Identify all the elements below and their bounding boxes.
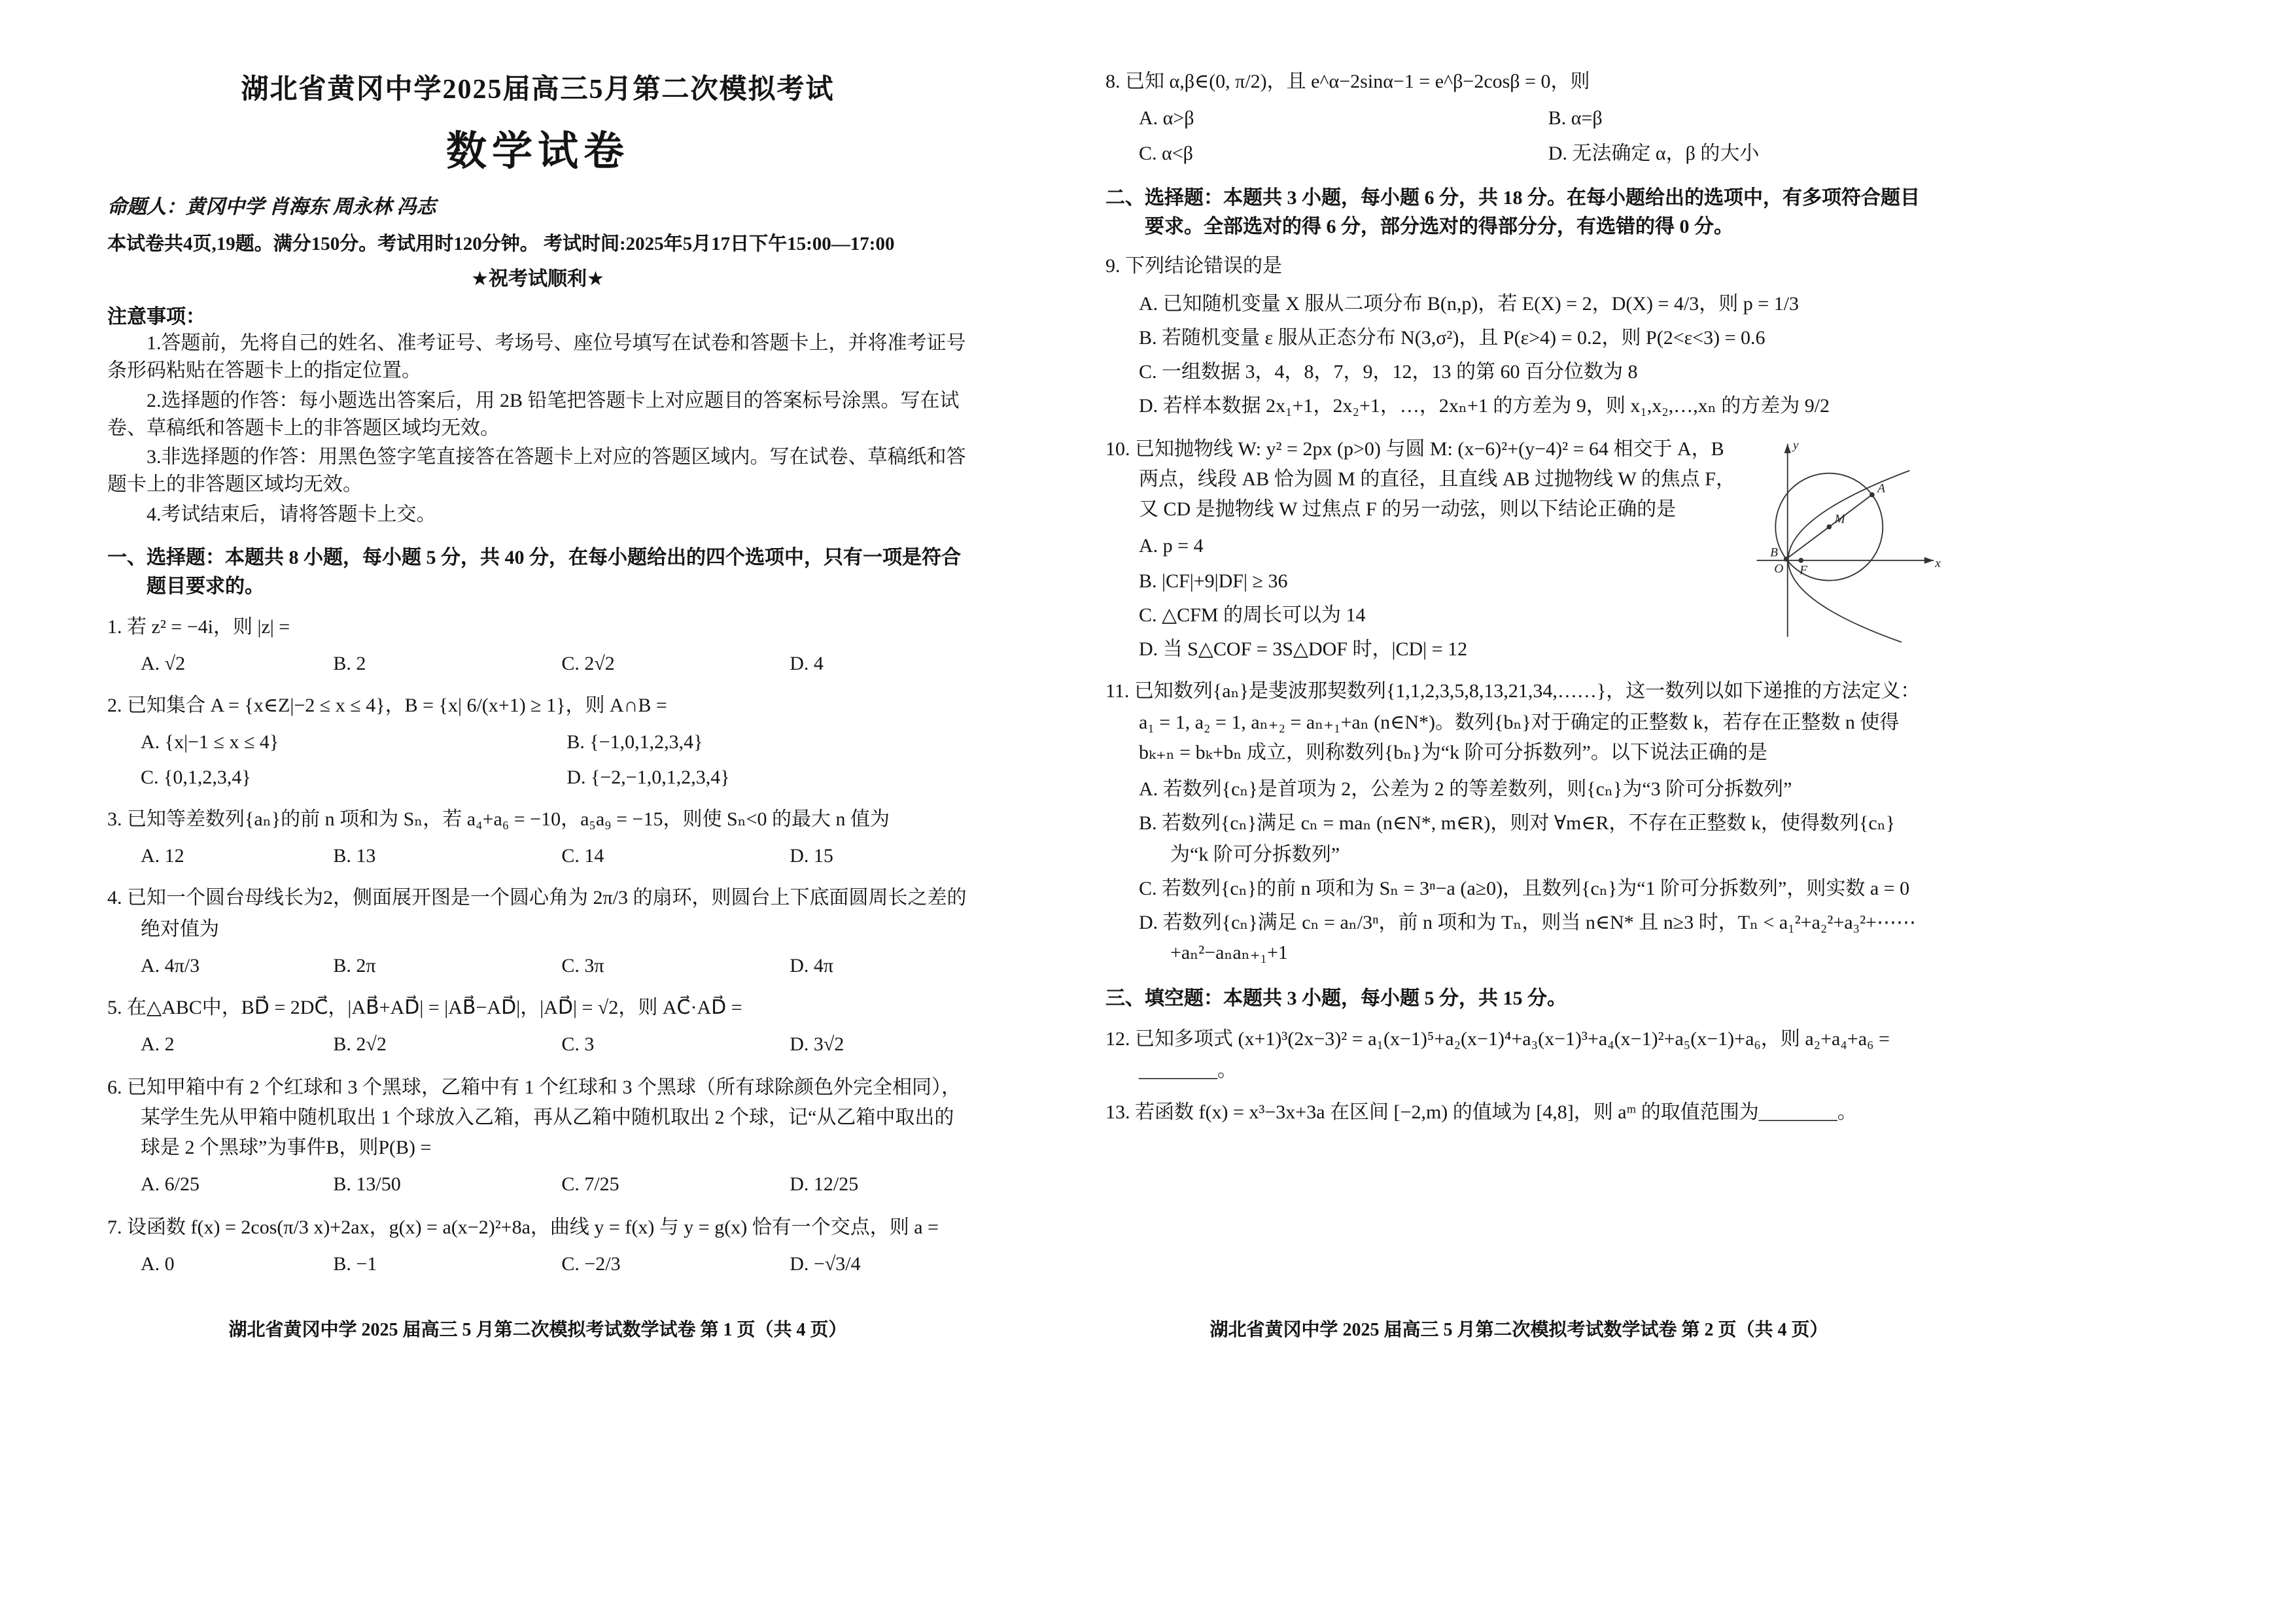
question-6-options — [141, 1171, 968, 1202]
question-4-stem: 4. 已知一个圆台母线长为2，侧面展开图是一个圆心角为 2π/3 的扇环，则圆台上下底面圆周长之差的绝对值为 — [107, 888, 967, 940]
option-b: B. 13/50 — [333, 1175, 401, 1196]
question-2 — [107, 692, 968, 794]
figure-label-origin-o: O — [1774, 561, 1784, 576]
option-a: A. 0 — [141, 1254, 175, 1275]
question-3 — [107, 806, 968, 873]
option-d: D. {−2,−1,0,1,2,3,4} — [566, 767, 730, 789]
question-6-stem: 6. 已知甲箱中有 2 个红球和 3 个黑球，乙箱中有 1 个红球和 3 个黑球（所有球除颜色外完全相同），某学生先从甲箱中随机取出 1 个球放入乙箱，再从乙箱中随机取出 2 个球，记“从乙箱中取出的球是 2 个黑球”为事件B，则P(B) = — [107, 1077, 962, 1160]
option-a: A. √2 — [141, 653, 186, 675]
question-10-stem: 10. 已知抛物线 W: y² = 2px (p>0) 与圆 M: (x−6)²+(y−4)² = 64 相交于 A，B 两点，线段 AB 恰为圆 M 的直径，且直线 AB 过抛物线 W 的焦点 F，又 CD 是抛物线 W 过焦点 F 的另一动弦，则以下结论正确的是 — [1105, 439, 1735, 521]
question-4 — [107, 885, 968, 983]
question-5-stem: 5. 在△ABC中，BD⃗ = 2DC⃗，|AB⃗+AD⃗| = |AB⃗−AD⃗|，|AD⃗| = √2，则 AC⃗·AD⃗ = — [107, 998, 742, 1020]
option-c: C. 3 — [561, 1035, 595, 1056]
question-8-stem: 8. 已知 α,β∈(0, π/2)，且 e^α−2sinα−1 = e^β−2cosβ = 0，则 — [1105, 72, 1590, 93]
question-1 — [107, 613, 968, 680]
option-a: A. 若数列{cₙ}是首项为 2，公差为 2 的等差数列，则{cₙ}为“3 阶可分拆数列” — [1139, 780, 1792, 801]
option-d: D. 3√2 — [790, 1035, 844, 1056]
option-b: B. {−1,0,1,2,3,4} — [566, 733, 703, 754]
authors-line: 命题人：黄冈中学 肖海东 周永林 冯志 — [107, 198, 436, 218]
notice-item-4: 4.考试结束后，请将答题卡上交。 — [147, 504, 436, 526]
figure-label-focus-f: F — [1800, 562, 1808, 577]
notice-title: 注意事项： — [107, 307, 206, 328]
question-8-options — [1139, 105, 1900, 170]
question-3-stem: 3. 已知等差数列{aₙ}的前 n 项和为 Sₙ，若 a₄+a₆ = −10，a₅a₉ = −15，则使 Sₙ<0 的最大 n 值为 — [107, 809, 890, 831]
figure-label-point-b: B — [1770, 545, 1778, 559]
option-d: D. −√3/4 — [790, 1254, 861, 1275]
question-11 — [1105, 678, 1932, 971]
option-b: B. 若数列{cₙ}满足 cₙ = maₙ (n∈N*, m∈R)，则对 ∀m∈R，不存在正整数 k，使得数列{cₙ}为“k 阶可分拆数列” — [1139, 814, 1896, 865]
question-9-options — [1139, 290, 1932, 423]
option-b: B. α=β — [1548, 109, 1603, 130]
option-d: D. 若样本数据 2x₁+1，2x₂+1，…，2xₙ+1 的方差为 9，则 x₁,x₂,…,xₙ 的方差为 9/2 — [1139, 396, 1830, 418]
notice-item-2: 2.选择题的作答：每小题选出答案后，用 2B 铅笔把答题卡上对应题目的答案标号涂黑。写在试卷、草稿纸和答题卡上的非答题区域均无效。 — [107, 390, 960, 440]
option-c: C. 2√2 — [561, 653, 615, 675]
option-a: A. 6/25 — [141, 1175, 200, 1196]
option-d: D. 4 — [790, 653, 824, 675]
question-7 — [107, 1213, 968, 1281]
option-d: D. 当 S△COF = 3S△DOF 时，|CD| = 12 — [1139, 640, 1468, 661]
question-1-options — [141, 650, 968, 681]
option-a: A. α>β — [1139, 109, 1194, 130]
option-a: A. 已知随机变量 X 服从二项分布 B(n,p)，若 E(X) = 2，D(X) = 4/3，则 p = 1/3 — [1139, 294, 1800, 315]
option-b: B. −1 — [333, 1254, 377, 1275]
page-2 — [1105, 68, 1941, 1140]
section-1-heading: 一、选择题：本题共 8 小题，每小题 5 分，共 40 分，在每小题给出的四个选项中，只有一项是符合题目要求的。 — [107, 548, 962, 598]
question-9 — [1105, 253, 1932, 424]
option-a: A. p = 4 — [1139, 536, 1204, 558]
figure-label-x-axis: x — [1935, 556, 1941, 570]
parabola-circle-figure — [1749, 430, 1948, 644]
page-1-footer: 湖北省黄冈中学 2025 届高三 5 月第二次模拟考试数学试卷 第 1 页（共 4 页） — [228, 1321, 847, 1341]
section-2-heading: 二、选择题：本题共 3 小题，每小题 6 分，共 18 分。在每小题给出的选项中，有多项符合题目要求。全部选对的得 6 分，部分选对的得部分分，有选错的得 0 分。 — [1105, 188, 1921, 237]
section-3-heading: 三、填空题：本题共 3 小题，每小题 5 分，共 15 分。 — [1105, 988, 1567, 1009]
question-11-options — [1139, 776, 1932, 970]
option-d: D. 12/25 — [790, 1175, 859, 1196]
question-7-options — [141, 1251, 968, 1281]
option-c: C. 7/25 — [561, 1175, 619, 1196]
option-a: A. {x|−1 ≤ x ≤ 4} — [141, 733, 279, 754]
notice-item-1: 1.答题前，先将自己的姓名、准考证号、考场号、座位号填写在试卷和答题卡上，并将准考证号条形码粘贴在答题卡上的指定位置。 — [107, 334, 966, 383]
question-10-options — [1139, 533, 1739, 666]
exam-info-line: 本试卷共4页,19题。满分150分。考试用时120分钟。 考试时间:2025年5月17日下午15:00—17:00 — [107, 234, 895, 255]
question-13: 13. 若函数 f(x) = x³−3x+3a 在区间 [−2,m) 的值域为 [4,8]，则 aᵐ 的取值范围为________。 — [1105, 1103, 1857, 1124]
question-2-options — [141, 729, 933, 794]
option-c: C. −2/3 — [561, 1254, 621, 1275]
question-3-options — [141, 842, 968, 873]
option-d: D. 无法确定 α，β 的大小 — [1548, 143, 1760, 164]
question-10 — [1105, 435, 1941, 666]
figure-label-y-axis: y — [1792, 438, 1799, 452]
question-8 — [1105, 68, 1932, 170]
option-d: D. 15 — [790, 846, 833, 868]
page-1 — [107, 68, 968, 1292]
option-c: C. α<β — [1139, 143, 1193, 164]
question-5 — [107, 994, 968, 1061]
option-c: C. △CFM 的周长可以为 14 — [1139, 605, 1366, 627]
notice-item-3: 3.非选择题的作答：用黑色签字笔直接答在答题卡上对应的答题区域内。写在试卷、草稿纸和答题卡上的非答题区域均无效。 — [107, 447, 966, 496]
option-b: B. 13 — [333, 846, 376, 868]
wish-line: ★祝考试顺利★ — [471, 269, 604, 290]
option-b: B. |CF|+9|DF| ≥ 36 — [1139, 571, 1288, 592]
option-b: B. 2√2 — [333, 1035, 387, 1056]
question-11-stem: 11. 已知数列{aₙ}是斐波那契数列{1,1,2,3,5,8,13,21,34,……}，这一数列以如下递推的方法定义：a₁ = 1, a₂ = 1, aₙ₊₂ = aₙ₊₁+aₙ (n∈N*)。数列{bₙ}对于确定的正整数 k，若存在正整数 n 使得 bₖ₊ₙ = bₖ+bₙ 成立，则称数列{bₙ}为“k 阶可分拆数列”。以下说法正确的是 — [1105, 682, 1921, 764]
option-a: A. 2 — [141, 1035, 175, 1056]
question-2-stem: 2. 已知集合 A = {x∈Z|−2 ≤ x ≤ 4}，B = {x| 6/(x+1) ≥ 1}，则 A∩B = — [107, 696, 667, 717]
option-c: C. 3π — [561, 956, 604, 977]
question-7-stem: 7. 设函数 f(x) = 2cos(π/3 x)+2ax，g(x) = a(x−2)²+8a，曲线 y = f(x) 与 y = g(x) 恰有一个交点，则 a = — [107, 1217, 939, 1239]
option-a: A. 12 — [141, 846, 184, 868]
question-9-stem: 9. 下列结论错误的是 — [1105, 256, 1283, 278]
question-4-options — [141, 952, 968, 983]
figure-label-point-a: A — [1877, 481, 1885, 495]
page-2-footer: 湖北省黄冈中学 2025 届高三 5 月第二次模拟考试数学试卷 第 2 页（共 4 页） — [1209, 1321, 1828, 1341]
question-1-stem: 1. 若 z² = −4i，则 |z| = — [107, 617, 290, 638]
question-12: 12. 已知多项式 (x+1)³(2x−3)² = a₁(x−1)⁵+a₂(x−1)⁴+a₃(x−1)³+a₄(x−1)²+a₅(x−1)+a₆，则 a₂+a₄+a₆ = ________。 — [1105, 1029, 1890, 1082]
option-c: C. 一组数据 3，4，8，7，9，12，13 的第 60 百分位数为 8 — [1139, 362, 1638, 383]
option-d: D. 4π — [790, 956, 834, 977]
exam-title: 湖北省黄冈中学2025届高三5月第二次模拟考试 — [241, 73, 835, 105]
option-b: B. 若随机变量 ε 服从正态分布 N(3,σ²)，且 P(ε>4) = 0.2，则 P(2<ε<3) = 0.6 — [1139, 328, 1765, 349]
option-c: C. 14 — [561, 846, 604, 868]
option-c: C. 若数列{cₙ}的前 n 项和为 Sₙ = 3ⁿ−a (a≥0)，且数列{cₙ}为“1 阶可分拆数列”，则实数 a = 0 — [1139, 878, 1910, 900]
option-c: C. {0,1,2,3,4} — [141, 767, 251, 789]
option-b: B. 2π — [333, 956, 376, 977]
question-5-options — [141, 1031, 968, 1062]
option-d: D. 若数列{cₙ}满足 cₙ = aₙ/3ⁿ，前 n 项和为 Tₙ，则当 n∈N* 且 n≥3 时，Tₙ < a₁²+a₂²+a₃²+⋯⋯+aₙ²−aₙaₙ₊₁+1 — [1139, 913, 1916, 965]
exam-subtitle: 数学试卷 — [446, 128, 629, 174]
option-a: A. 4π/3 — [141, 956, 200, 977]
question-6 — [107, 1073, 968, 1201]
option-b: B. 2 — [333, 653, 366, 675]
figure-label-point-m: M — [1834, 511, 1845, 526]
